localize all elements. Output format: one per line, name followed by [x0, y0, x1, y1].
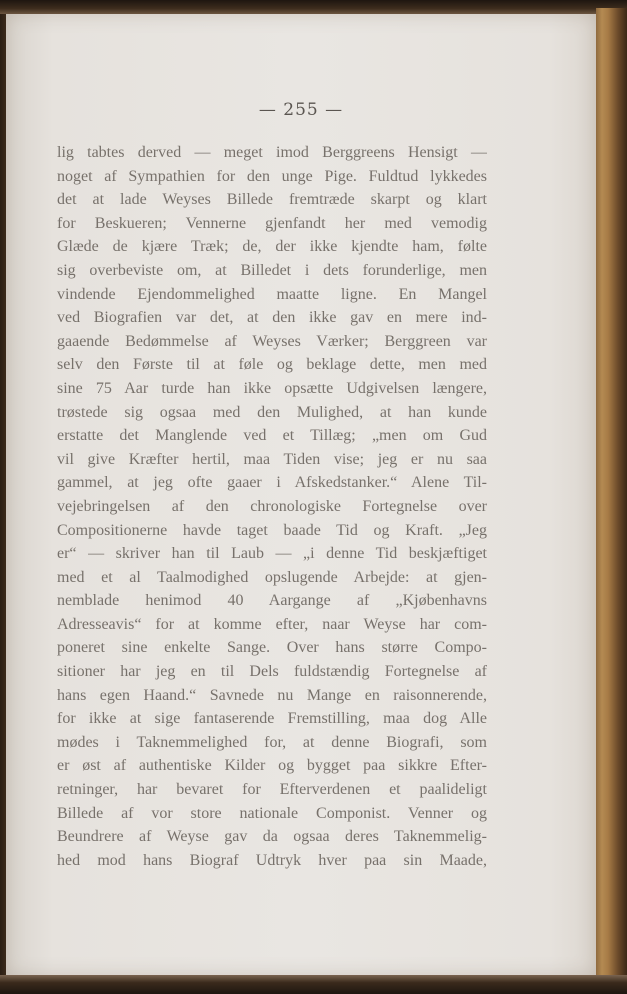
text-line: sine 75 Aar turde han ikke opsætte Udgivelsen længere,	[57, 379, 487, 397]
page-sheet	[6, 14, 596, 976]
page-number: — 255 —	[258, 100, 344, 120]
text-line: for Beskueren; Vennerne gjenfandt her med vemodig	[57, 214, 487, 232]
text-line: poneret sine enkelte Sange. Over hans større Compo-	[57, 639, 487, 657]
text-line: med et al Taalmodighed opslugende Arbejde: at gjen-	[57, 568, 487, 586]
text-line: gaaende Bedømmelse af Weyses Værker; Berggreen var	[57, 332, 487, 350]
text-line: Billede af vor store nationale Componist. Venner og	[57, 804, 487, 822]
text-line: nemblade henimod 40 Aargange af „Kjøbenhavns	[57, 592, 487, 610]
text-line: vindende Ejendommelighed maatte ligne. En Mangel	[57, 285, 487, 303]
text-line: er øst af authentiske Kilder og bygget paa sikkre Efter-	[57, 757, 487, 775]
text-line: Compositionerne havde taget baade Tid og Kraft. „Jeg	[57, 521, 487, 539]
text-line: Adresseavis“ for at komme efter, naar Weyse har com-	[57, 615, 487, 633]
text-line: det at lade Weyses Billede fremtræde skarpt og klart	[57, 191, 487, 209]
body-text	[57, 141, 487, 872]
text-line: retninger, har bevaret for Efterverdenen et paalideligt	[57, 781, 487, 799]
text-line: sig overbeviste om, at Billedet i dets forunderlige, men	[57, 261, 487, 279]
text-line: er“ — skriver han til Laub — „i denne Tid beskjæftiget	[57, 545, 487, 563]
text-line: vil give Kræfter hertil, maa Tiden vise; jeg er nu saa	[57, 450, 487, 468]
text-line: noget af Sympathien for den unge Pige. Fuldtud lykkedes	[57, 167, 487, 185]
text-line: sitioner har jeg en til Dels fuldstændig Fortegnelse af	[57, 663, 487, 681]
text-line: lig tabtes derved — meget imod Berggreens Hensigt —	[57, 144, 487, 161]
text-line: erstatte det Manglende ved et Tillæg; „men om Gud	[57, 427, 487, 445]
text-line: hed mod hans Biograf Udtryk hver paa sin Maade,	[57, 851, 487, 869]
text-line: ved Biografien var det, at den ikke gav en mere ind-	[57, 309, 487, 327]
text-line: trøstede sig ogsaa med den Mulighed, at han kunde	[57, 403, 487, 421]
text-line: Glæde de kjære Træk; de, der ikke kjendte ham, følte	[57, 238, 487, 256]
book-top-edge	[0, 0, 627, 14]
text-line: for ikke at sige fantaserende Fremstilling, maa dog Alle	[57, 710, 487, 728]
text-line: selv den Første til at føle og beklage dette, men med	[57, 356, 487, 374]
book-bottom-edge	[0, 975, 627, 994]
text-line: mødes i Taknemmelighed for, at denne Biografi, som	[57, 733, 487, 751]
text-line: Beundrere af Weyse gav da ogsaa deres Taknemmelig-	[57, 828, 487, 846]
book-spine-edge	[596, 8, 627, 983]
text-line: hans egen Haand.“ Savnede nu Mange en raisonnerende,	[57, 686, 487, 704]
text-line: gammel, at jeg ofte gaaer i Afskedstanker.“ Alene Til-	[57, 474, 487, 492]
text-line: vejebringelsen af den chronologiske Fortegnelse over	[57, 497, 487, 515]
